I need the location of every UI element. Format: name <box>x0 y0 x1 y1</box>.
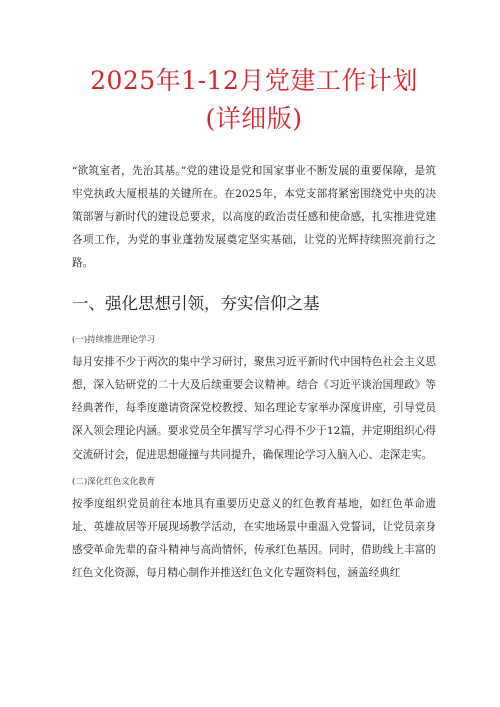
intro-paragraph: “欲筑室者，先治其基。”党的建设是党和国家事业不断发展的重要保障，是筑牢党执政大厦根基的关键所在。在2025年，本党支部将紧密围绕党中央的决策部署与新时代的建设总要求，以高度的政治责任感和使命感，扎实推进党建各项工作，为党的事业蓬勃发展奠定坚实基础，让党的光辉持续照亮前行之路。 <box>72 165 436 269</box>
subsection-heading-1: (一)持续推进理论学习 <box>72 334 156 345</box>
subsection-heading-2: (二)深化红色文化教育 <box>72 476 156 487</box>
document-title <box>72 62 436 138</box>
section-heading-1: 一、强化思想引领，夯实信仰之基 <box>72 294 320 313</box>
title-line-sub: (详细版) <box>205 104 303 133</box>
title-line-main: 2025年1-12月党建工作计划 <box>90 66 418 95</box>
subsection-body-1: 每月安排不少于两次的集中学习研讨，聚焦习近平新时代中国特色社会主义思想，深入钻研党的二十大及后续重要会议精神。结合《习近平谈治国理政》等经典著作，每季度邀请资深党校教授、知名理论专家举办深度讲座，引导党员深入领会理论内涵。要求党员全年撰写学习心得不少于12篇，并定期组织心得交流研讨会，促进思想碰撞与共同提升，确保理论学习入脑入心、走深走实。 <box>72 355 436 461</box>
subsection-body-2: 按季度组织党员前往本地具有重要历史意义的红色教育基地，如红色革命遗址、英雄故居等开展现场教学活动，在实地场景中重温入党誓词，让党员亲身感受革命先辈的奋斗精神与高尚情怀，传承红色基因。同时，借助线上丰富的红色文化资源，每月精心制作并推送红色文化专题资料包，涵盖经典红 <box>72 497 436 580</box>
